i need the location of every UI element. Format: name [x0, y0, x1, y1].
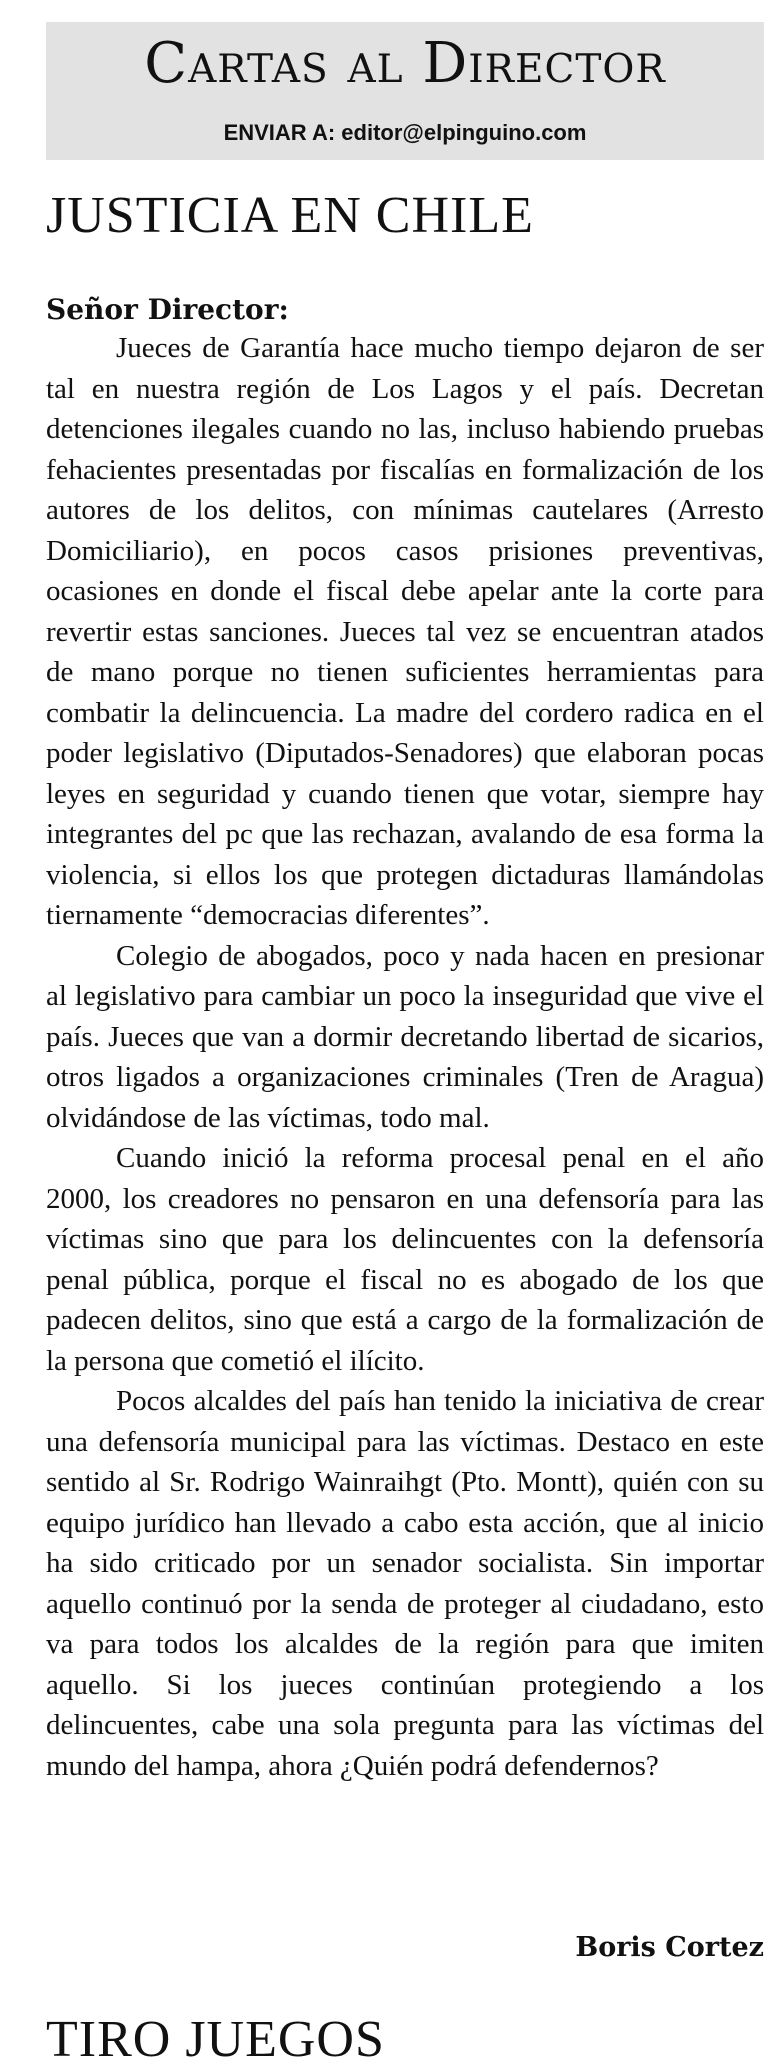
next-letter-headline: TIRO JUEGOS [46, 2011, 385, 2068]
letter-paragraph-2: Colegio de abogados, poco y nada hacen en presionar al legislativo para cambiar un poco la inseguridad que vive el país. Jueces que van a dormir decretando libertad de sicarios, otros ligados a organizaciones criminales (Tren de Aragua) olvidándose de las víctimas, todo mal. [46, 939, 764, 1134]
section-title: Cartas al Director [144, 31, 666, 96]
letter-paragraph-4: Pocos alcaldes del país han tenido la iniciativa de crear una defensoría municipal para las víctimas. Destaco en este sentido al Sr. Rodrigo Wainraihgt (Pto. Montt), quién con su equipo jurídico han llevado a cabo esta acción, que al inicio ha sido criticado por un senador socialista. Sin importar aquello continuó por la senda de proteger al ciudadano, esto va para todos los alcaldes de la región para que imiten aquello. Si los jueces continúan protegiendo a los delincuentes, cabe una sola pregunta para las víctimas del mundo del hampa, ahora ¿Quién podrá defendernos? [46, 1385, 764, 1782]
letter-body [46, 328, 764, 1786]
letter-signature: Boris Cortez [575, 1932, 764, 1963]
letter-headline: JUSTICIA EN CHILE [46, 187, 534, 244]
letter-paragraph-3: Cuando inició la reforma procesal penal en el año 2000, los creadores no pensaron en una defensoría para las víctimas sino que para los delincuentes con la defensoría penal pública, porque el fiscal no es abogado de los que padecen delitos, sino que está a cargo de la formalización de la persona que cometió el ilícito. [46, 1142, 764, 1377]
submit-email-line: ENVIAR A: editor@elpinguino.com [223, 120, 587, 145]
letter-salutation: Señor Director: [46, 293, 289, 326]
letter-paragraph-1: Jueces de Garantía hace mucho tiempo dejaron de ser tal en nuestra región de Los Lagos y el país. Decretan detenciones ilegales cuando no las, incluso habiendo pruebas fehacientes presentadas por fiscalías en formalización de los autores de los delitos, con mínimas cautelares (Arresto Domiciliario), en pocos casos prisiones preventivas, ocasiones en donde el fiscal debe apelar ante la corte para revertir estas sanciones. Jueces tal vez se encuentran atados de mano porque no tienen suficientes herramientas para combatir la delincuencia. La madre del cordero radica en el poder legislativo (Diputados-Senadores) que elaboran pocas leyes en seguridad y cuando tienen que votar, siempre hay integrantes del pc que las rechazan, avalando de esa forma la violencia, si ellos los que protegen dictaduras llamándolas tiernamente “democracias diferentes”. [46, 332, 764, 931]
section-header [46, 22, 764, 160]
